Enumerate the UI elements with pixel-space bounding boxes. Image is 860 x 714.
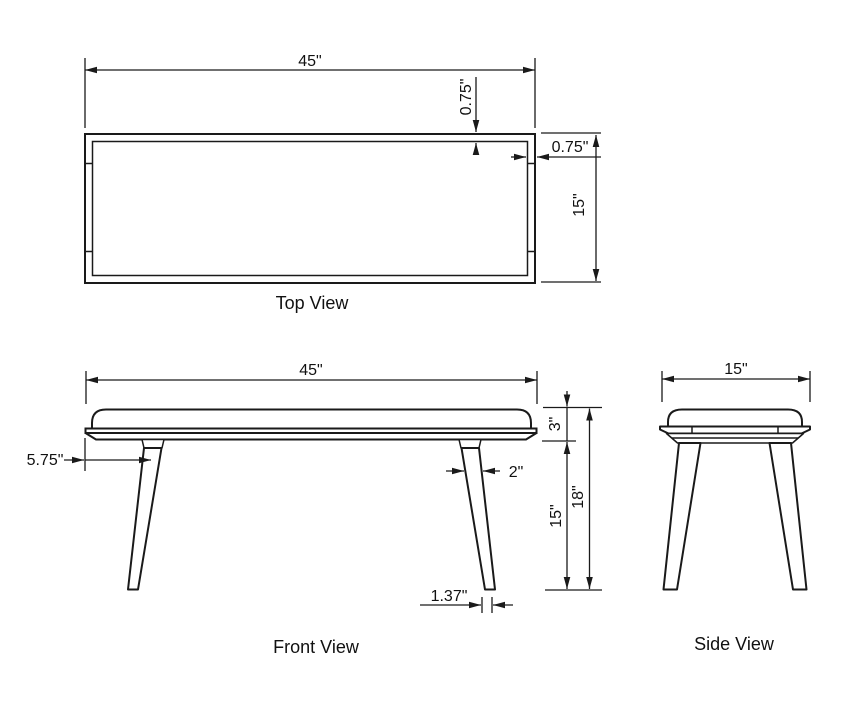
dim-side-depth bbox=[662, 361, 810, 402]
dim-label-side-depth: 15" bbox=[724, 361, 748, 378]
dim-label-frame-top: 0.75" bbox=[458, 78, 475, 116]
side-right-leg bbox=[770, 443, 807, 590]
dim-label-leg-inset: 5.75" bbox=[26, 452, 64, 469]
dim-front-leg-inset bbox=[27, 438, 151, 471]
side-seat-board bbox=[660, 427, 810, 434]
front-view-title: Front View bbox=[273, 637, 359, 657]
side-cushion bbox=[668, 410, 802, 427]
front-right-leg-cap bbox=[459, 440, 481, 449]
top-view-title: Top View bbox=[275, 293, 349, 313]
dim-label-front-width: 45" bbox=[299, 362, 323, 379]
dim-label-leg-bottom-width: 1.37" bbox=[430, 588, 468, 605]
dim-front-leg-top-width bbox=[446, 464, 523, 481]
top-view-inner-frame bbox=[93, 142, 528, 276]
side-view-title: Side View bbox=[694, 634, 774, 654]
dim-label-frame-side: 0.75" bbox=[551, 139, 589, 156]
dim-label-leg-height: 15" bbox=[548, 504, 565, 528]
dim-label-top-depth: 15" bbox=[571, 193, 588, 217]
dim-label-overall-height: 18" bbox=[570, 485, 587, 509]
front-left-leg bbox=[128, 448, 162, 590]
dim-front-width bbox=[86, 362, 537, 404]
dim-front-leg-bottom-width bbox=[420, 588, 513, 613]
dim-label-seat-thickness: 3" bbox=[547, 416, 564, 432]
front-view bbox=[27, 362, 602, 657]
front-cushion bbox=[92, 410, 531, 429]
dim-label-top-width: 45" bbox=[298, 53, 322, 70]
dim-front-heights bbox=[542, 391, 602, 590]
dim-label-leg-top-width: 2" bbox=[508, 464, 524, 481]
front-right-leg bbox=[462, 448, 496, 590]
side-left-leg bbox=[664, 443, 701, 590]
dim-top-frame-thickness-top bbox=[458, 77, 476, 154]
side-view bbox=[660, 361, 810, 654]
front-left-leg-cap bbox=[142, 440, 164, 449]
front-seat-apron bbox=[86, 433, 537, 440]
top-view-outer-frame bbox=[85, 134, 535, 283]
top-view bbox=[85, 53, 601, 313]
